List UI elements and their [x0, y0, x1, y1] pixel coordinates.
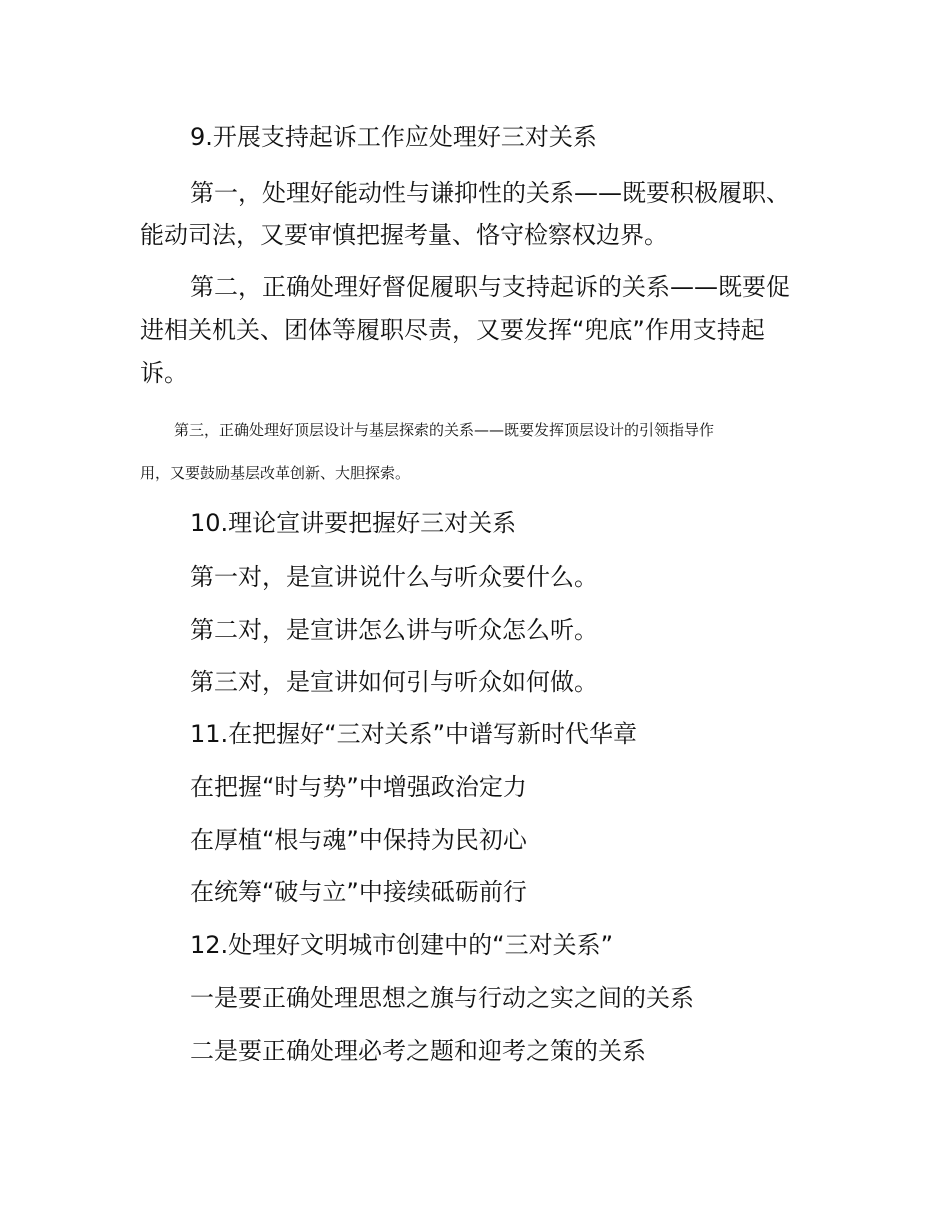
- section-11-item-3: 在统筹“破与立”中接续砥砺前行: [190, 878, 527, 906]
- section-9-paragraph-2-line-2: 进相关机关、团体等履职尽责，又要发挥“兜底”作用支持起: [140, 316, 765, 344]
- section-11-item-1: 在把握“时与势”中增强政治定力: [190, 773, 527, 801]
- section-9-paragraph-1-line-1: 第一，处理好能动性与谦抑性的关系——既要积极履职、: [190, 179, 790, 207]
- section-10-item-1: 第一对，是宣讲说什么与听众要什么。: [190, 563, 598, 591]
- section-9-paragraph-2-line-1: 第二，正确处理好督促履职与支持起诉的关系——既要促: [190, 273, 790, 301]
- section-9-paragraph-1-line-2: 能动司法，又要审慎把握考量、恪守检察权边界。: [140, 221, 668, 249]
- section-10-heading: 10.理论宣讲要把握好三对关系: [190, 509, 517, 537]
- section-11-heading: 11.在把握好“三对关系”中谱写新时代华章: [190, 720, 638, 748]
- section-9-paragraph-2-line-3: 诉。: [140, 359, 188, 387]
- section-12-item-2: 二是要正确处理必考之题和迎考之策的关系: [190, 1037, 646, 1065]
- section-9-heading: 9.开展支持起诉工作应处理好三对关系: [190, 123, 597, 151]
- section-9-paragraph-3-line-1: 第三，正确处理好顶层设计与基层探索的关系——既要发挥顶层设计的引领指导作: [174, 421, 715, 439]
- section-10-item-3: 第三对，是宣讲如何引与听众如何做。: [190, 668, 598, 696]
- section-11-item-2: 在厚植“根与魂”中保持为民初心: [190, 826, 527, 854]
- section-12-item-1: 一是要正确处理思想之旗与行动之实之间的关系: [190, 984, 694, 1012]
- section-12-heading: 12.处理好文明城市创建中的“三对关系”: [190, 931, 614, 959]
- section-10-item-2: 第二对，是宣讲怎么讲与听众怎么听。: [190, 616, 598, 644]
- section-9-paragraph-3-line-2: 用，又要鼓励基层改革创新、大胆探索。: [140, 464, 411, 482]
